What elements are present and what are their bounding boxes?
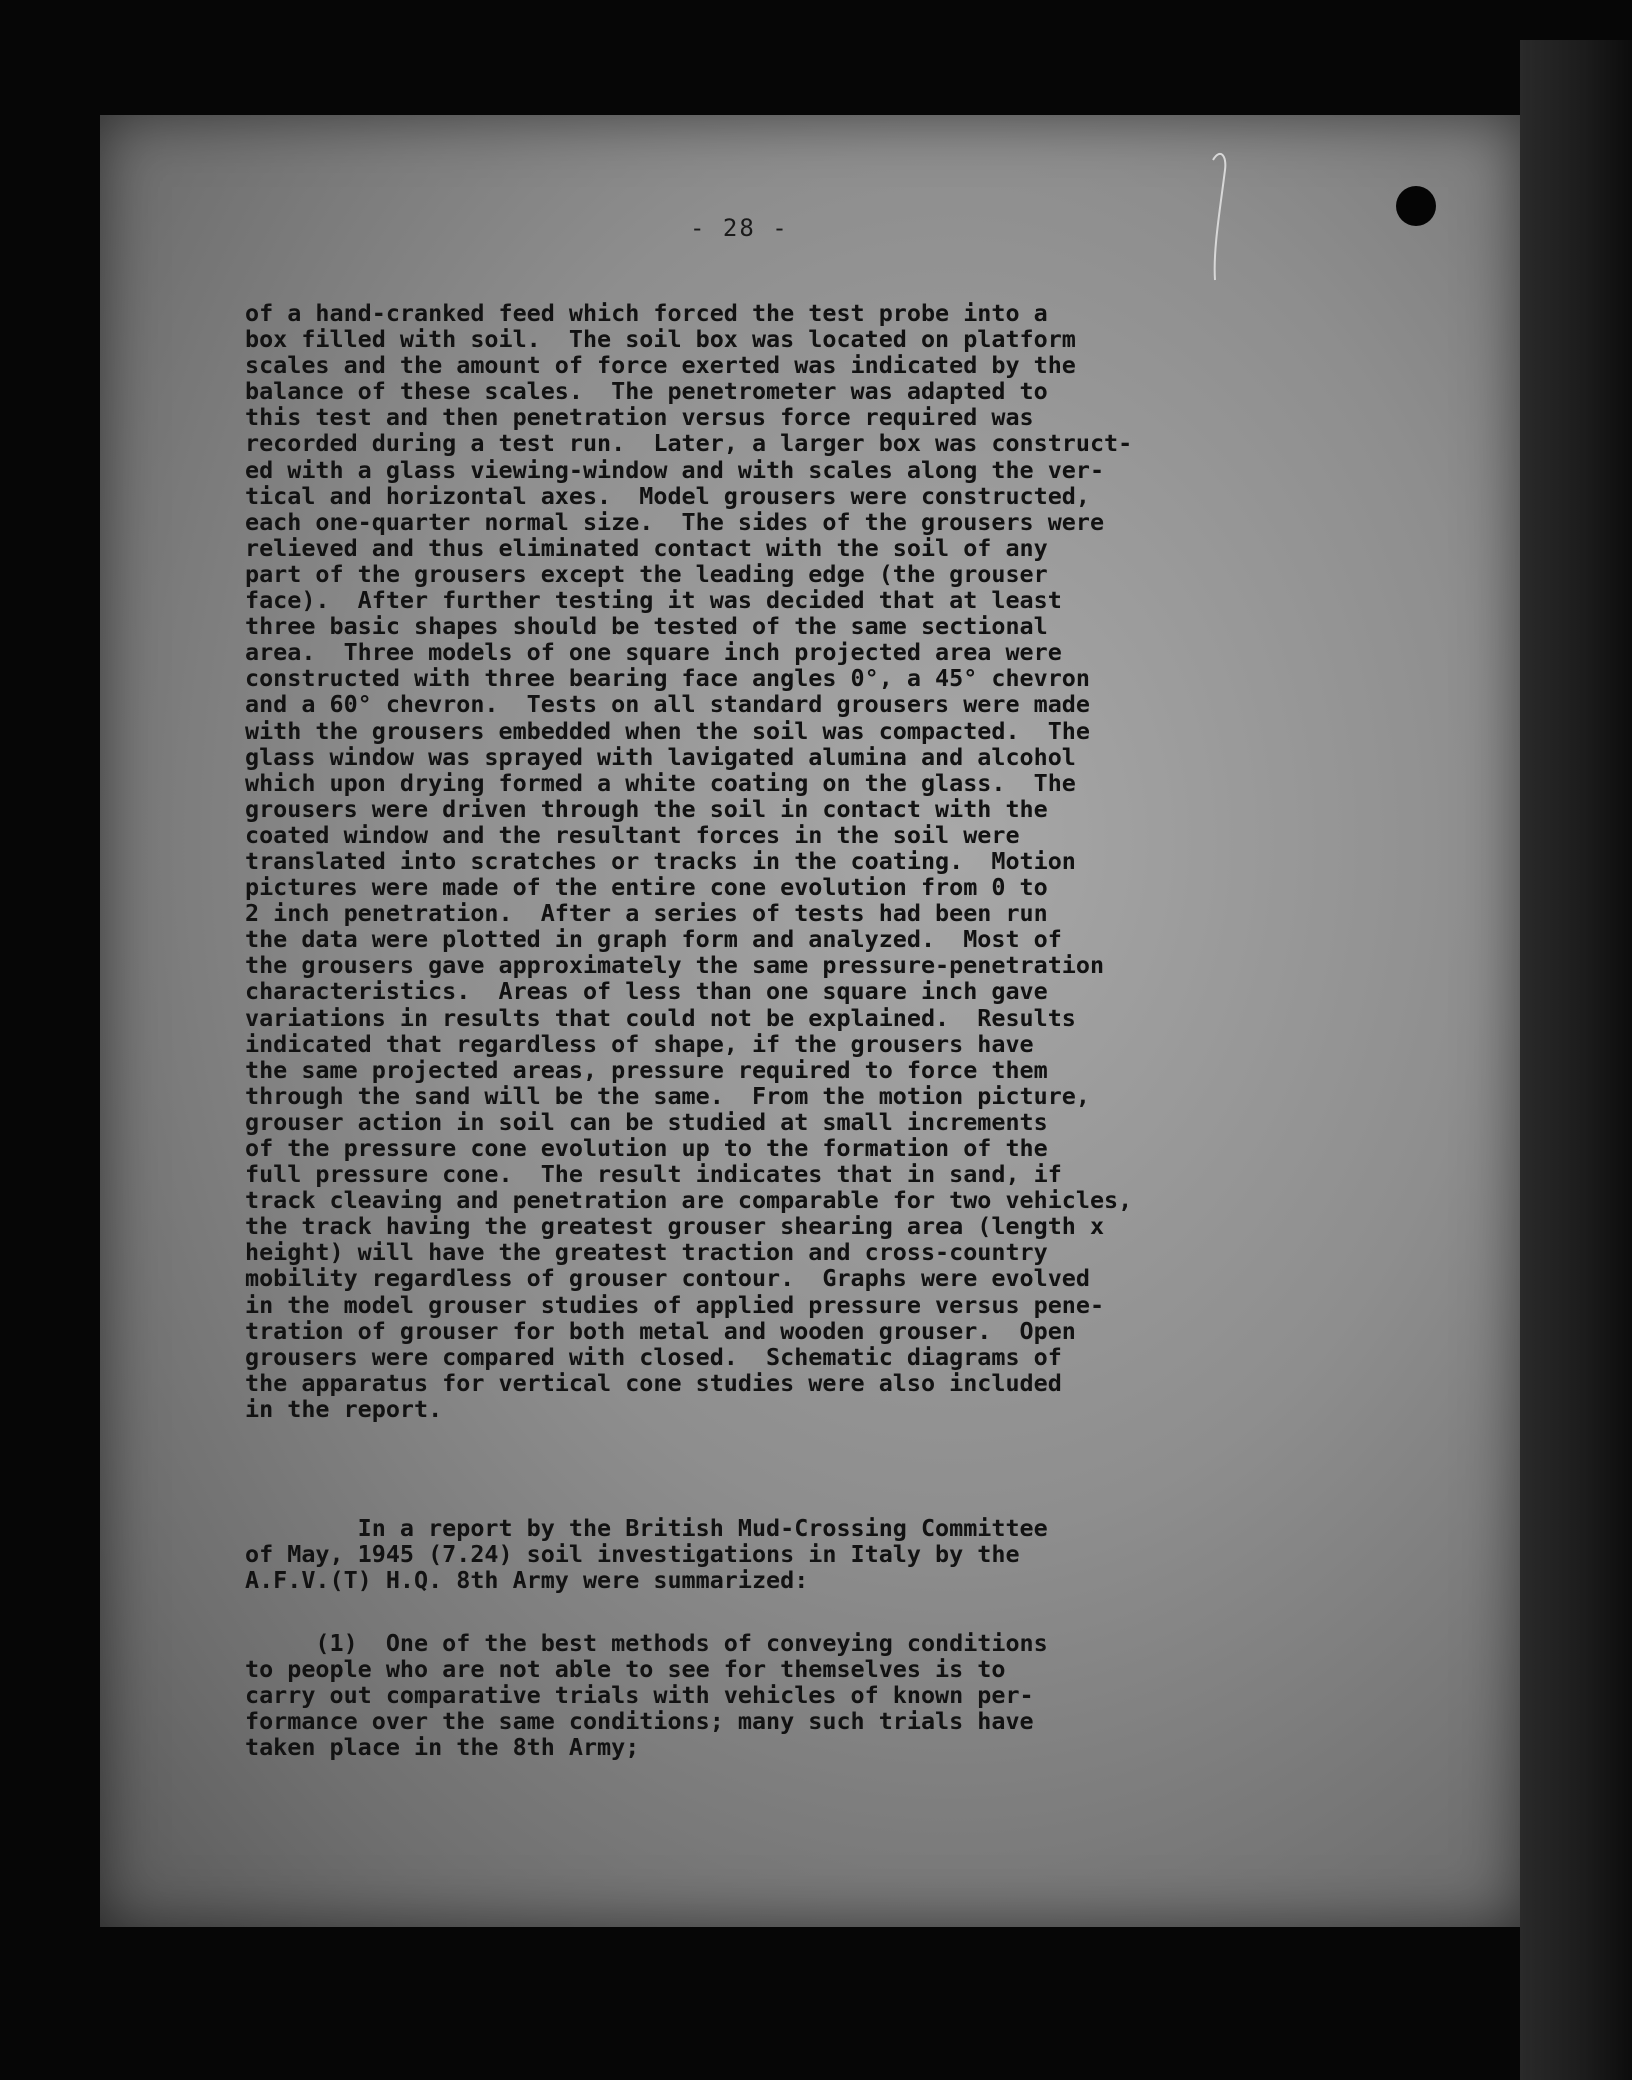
scan-edge-strip xyxy=(1520,40,1632,2080)
text-line: (1) One of the best methods of conveying conditions xyxy=(245,1629,1048,1657)
paragraph-grouser-studies xyxy=(245,300,1325,1422)
text-line: indicated that regardless of shape, if the grousers have xyxy=(245,1029,1034,1058)
text-line: grousers were compared with closed. Schematic diagrams of xyxy=(245,1342,1062,1371)
text-line: three basic shapes should be tested of the same sectional xyxy=(245,612,1048,641)
text-line: this test and then penetration versus force required was xyxy=(245,403,1034,432)
text-line: which upon drying formed a white coating on the glass. The xyxy=(245,768,1076,797)
text-line: balance of these scales. The penetrometer was adapted to xyxy=(245,377,1048,406)
text-line: tical and horizontal axes. Model grousers were constructed, xyxy=(245,481,1090,510)
text-line: taken place in the 8th Army; xyxy=(245,1733,640,1762)
text-line: grouser action in soil can be studied at small increments xyxy=(245,1107,1048,1136)
text-line: the grousers gave approximately the same pressure-penetration xyxy=(245,951,1105,980)
text-line: the apparatus for vertical cone studies were also included xyxy=(245,1368,1062,1397)
text-line: to people who are not able to see for themselves is to xyxy=(245,1655,1006,1684)
text-line: of a hand-cranked feed which forced the test probe into a xyxy=(245,299,1048,327)
text-line: part of the grousers except the leading edge (the grouser xyxy=(245,559,1048,588)
text-line: the same projected areas, pressure required to force them xyxy=(245,1055,1048,1084)
text-line: relieved and thus eliminated contact with the soil of any xyxy=(245,533,1048,562)
text-line: 2 inch penetration. After a series of tests had been run xyxy=(245,899,1048,928)
text-line: in the model grouser studies of applied pressure versus pene- xyxy=(245,1290,1105,1319)
text-line: face). After further testing it was decided that at least xyxy=(245,586,1062,615)
text-line: carry out comparative trials with vehicles of known per- xyxy=(245,1681,1034,1710)
punch-hole-mark xyxy=(1396,186,1436,226)
text-line: area. Three models of one square inch projected area were xyxy=(245,638,1062,667)
text-line: track cleaving and penetration are comparable for two vehicles, xyxy=(245,1186,1133,1215)
text-line: grousers were driven through the soil in contact with the xyxy=(245,794,1048,823)
paragraph-numbered-item-1 xyxy=(245,1630,1325,1760)
text-line: constructed with three bearing face angles 0°, a 45° chevron xyxy=(245,664,1090,693)
text-line: recorded during a test run. Later, a larger box was construct- xyxy=(245,429,1133,458)
pen-scratch-mark xyxy=(1175,140,1255,290)
text-line: characteristics. Areas of less than one square inch gave xyxy=(245,977,1048,1006)
text-line: variations in results that could not be explained. Results xyxy=(245,1003,1076,1032)
text-line: A.F.V.(T) H.Q. 8th Army were summarized: xyxy=(245,1566,809,1595)
text-line: the data were plotted in graph form and analyzed. Most of xyxy=(245,925,1062,954)
text-line: mobility regardless of grouser contour. Graphs were evolved xyxy=(245,1264,1090,1293)
text-line: glass window was sprayed with lavigated alumina and alcohol xyxy=(245,742,1076,771)
text-line: through the sand will be the same. From the motion picture, xyxy=(245,1081,1090,1110)
text-line: translated into scratches or tracks in the coating. Motion xyxy=(245,846,1076,875)
text-line: each one-quarter normal size. The sides of the grousers were xyxy=(245,507,1105,536)
text-line: with the grousers embedded when the soil was compacted. The xyxy=(245,716,1090,745)
text-line: coated window and the resultant forces in the soil were xyxy=(245,820,1020,849)
text-line: full pressure cone. The result indicates that in sand, if xyxy=(245,1160,1062,1189)
text-line: of May, 1945 (7.24) soil investigations in Italy by the xyxy=(245,1540,1020,1569)
text-line: scales and the amount of force exerted was indicated by the xyxy=(245,351,1076,380)
paragraph-mud-crossing-report xyxy=(245,1515,1325,1593)
text-line: formance over the same conditions; many such trials have xyxy=(245,1707,1034,1736)
text-line: the track having the greatest grouser shearing area (length x xyxy=(245,1212,1105,1241)
text-line: height) will have the greatest traction and cross-country xyxy=(245,1238,1048,1267)
text-line: in the report. xyxy=(245,1394,443,1423)
text-line: ed with a glass viewing-window and with scales along the ver- xyxy=(245,455,1105,484)
text-line: tration of grouser for both metal and wooden grouser. Open xyxy=(245,1316,1076,1345)
text-line: In a report by the British Mud-Crossing Committee xyxy=(245,1514,1048,1542)
text-line: box filled with soil. The soil box was located on platform xyxy=(245,325,1076,354)
text-line: pictures were made of the entire cone evolution from 0 to xyxy=(245,873,1048,902)
text-line: of the pressure cone evolution up to the formation of the xyxy=(245,1134,1048,1162)
page-number: - 28 - xyxy=(690,214,789,242)
text-line: and a 60° chevron. Tests on all standard grousers were made xyxy=(245,690,1090,719)
